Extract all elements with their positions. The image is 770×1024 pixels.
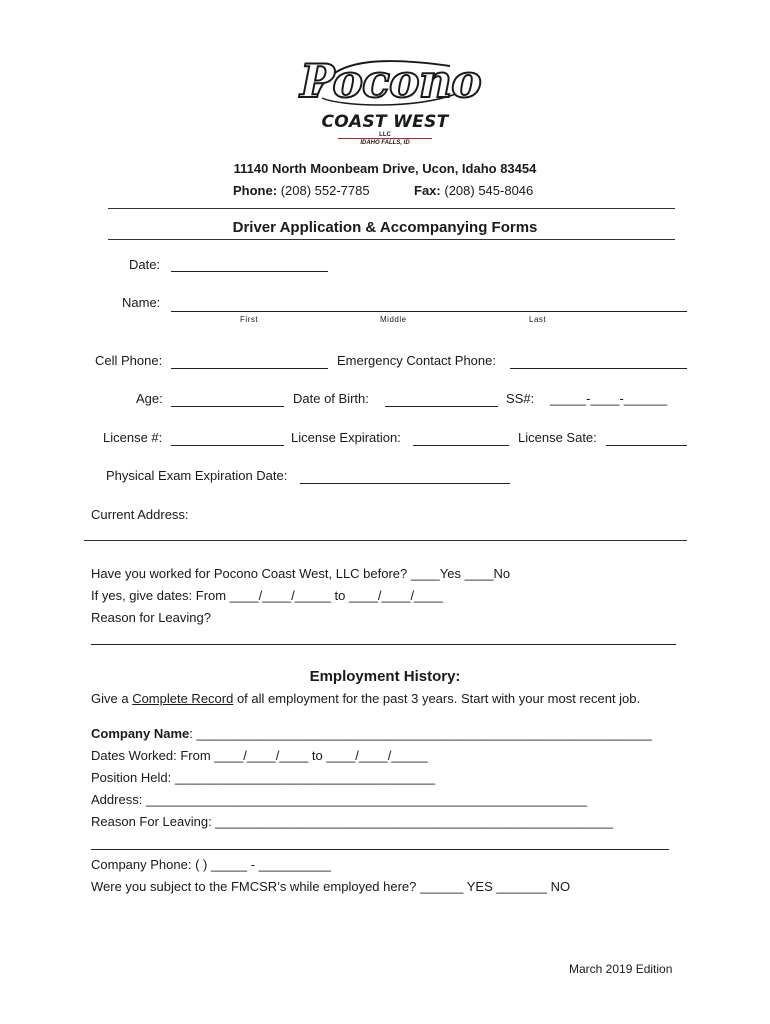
- age-field[interactable]: [171, 406, 284, 407]
- employer-reason-leaving-line[interactable]: Reason For Leaving: _______________________________________________________: [91, 814, 613, 829]
- fax-value: (208) 545-8046: [444, 183, 534, 198]
- fmcsr-question-line[interactable]: Were you subject to the FMCSR’s while employed here? ______ YES _______ NO: [91, 879, 571, 894]
- reason-for-leaving-label: Reason for Leaving?: [91, 610, 211, 625]
- age-label: Age:: [136, 391, 163, 406]
- logo-location-text: IDAHO FALLS, ID: [360, 140, 410, 146]
- edition-footer: March 2019 Edition: [569, 962, 673, 976]
- phone-value: (208) 552-7785: [280, 183, 370, 198]
- company-name-field[interactable]: : _______________________________________________________________: [189, 726, 652, 741]
- license-number-field[interactable]: [171, 445, 284, 446]
- license-state-label: License Sate:: [518, 430, 597, 445]
- employer-reason-leaving-field-extra[interactable]: [91, 849, 669, 850]
- company-logo: [300, 52, 481, 152]
- company-phone-line[interactable]: Company Phone: ( ) _____ - __________: [91, 857, 331, 872]
- license-expiration-field[interactable]: [413, 445, 509, 446]
- date-label: Date:: [129, 257, 161, 272]
- physical-exam-label: Physical Exam Expiration Date:: [106, 468, 288, 483]
- date-field[interactable]: [171, 271, 328, 272]
- license-state-field[interactable]: [606, 445, 687, 446]
- company-name-label: Company Name: [91, 726, 190, 741]
- physical-exam-field[interactable]: [300, 483, 510, 484]
- header-rule-bottom: [108, 239, 675, 240]
- current-address-field[interactable]: [84, 540, 687, 541]
- name-middle-caption: Middle: [380, 315, 407, 324]
- emergency-phone-label: Emergency Contact Phone:: [337, 353, 496, 368]
- dates-worked-line[interactable]: Dates Worked: From ____/____/____ to ____/____/_____: [91, 748, 428, 763]
- company-address: 11140 North Moonbeam Drive, Ucon, Idaho 83454: [233, 161, 537, 176]
- license-number-label: License #:: [103, 430, 163, 445]
- worked-before-question: Have you worked for Pocono Coast West, LLC before? ____Yes ____No: [91, 566, 511, 581]
- prior-dates-line: If yes, give dates: From ____/____/_____ to ____/____/____: [91, 588, 443, 603]
- header-rule-top: [108, 208, 675, 209]
- phone-line: [233, 183, 370, 199]
- name-label: Name:: [122, 295, 161, 310]
- logo-script-text: Pocono: [300, 54, 481, 108]
- instructions-prefix: Give a: [91, 691, 133, 706]
- name-last-caption: Last: [529, 315, 547, 324]
- phone-label: Phone:: [233, 183, 278, 198]
- form-title: Driver Application & Accompanying Forms: [232, 219, 538, 236]
- position-held-line[interactable]: Position Held: ____________________________________: [91, 770, 436, 785]
- name-first-caption: First: [240, 315, 259, 324]
- ss-field[interactable]: _____-____-______: [550, 391, 668, 406]
- instructions-emphasis: Complete Record: [132, 691, 234, 706]
- dob-label: Date of Birth:: [293, 391, 369, 406]
- instructions-suffix: of all employment for the past 3 years. Start with your most recent job.: [233, 691, 641, 706]
- employment-history-heading: Employment History:: [309, 668, 461, 685]
- employer-address-line[interactable]: Address: _____________________________________________________________: [91, 792, 587, 807]
- cell-phone-label: Cell Phone:: [95, 353, 163, 368]
- logo-name-text: COAST WEST: [321, 112, 449, 132]
- current-address-label: Current Address:: [91, 507, 189, 522]
- ss-label: SS#:: [506, 391, 535, 406]
- cell-phone-field[interactable]: [171, 368, 328, 369]
- reason-for-leaving-field[interactable]: [91, 644, 676, 645]
- employment-instructions: [91, 691, 640, 707]
- fax-label: Fax:: [414, 183, 441, 198]
- company-name-line[interactable]: [91, 726, 652, 742]
- emergency-phone-field[interactable]: [510, 368, 687, 369]
- dob-field[interactable]: [385, 406, 498, 407]
- fax-line: [414, 183, 533, 199]
- license-expiration-label: License Expiration:: [291, 430, 401, 445]
- logo-llc-text: LLC: [379, 132, 391, 138]
